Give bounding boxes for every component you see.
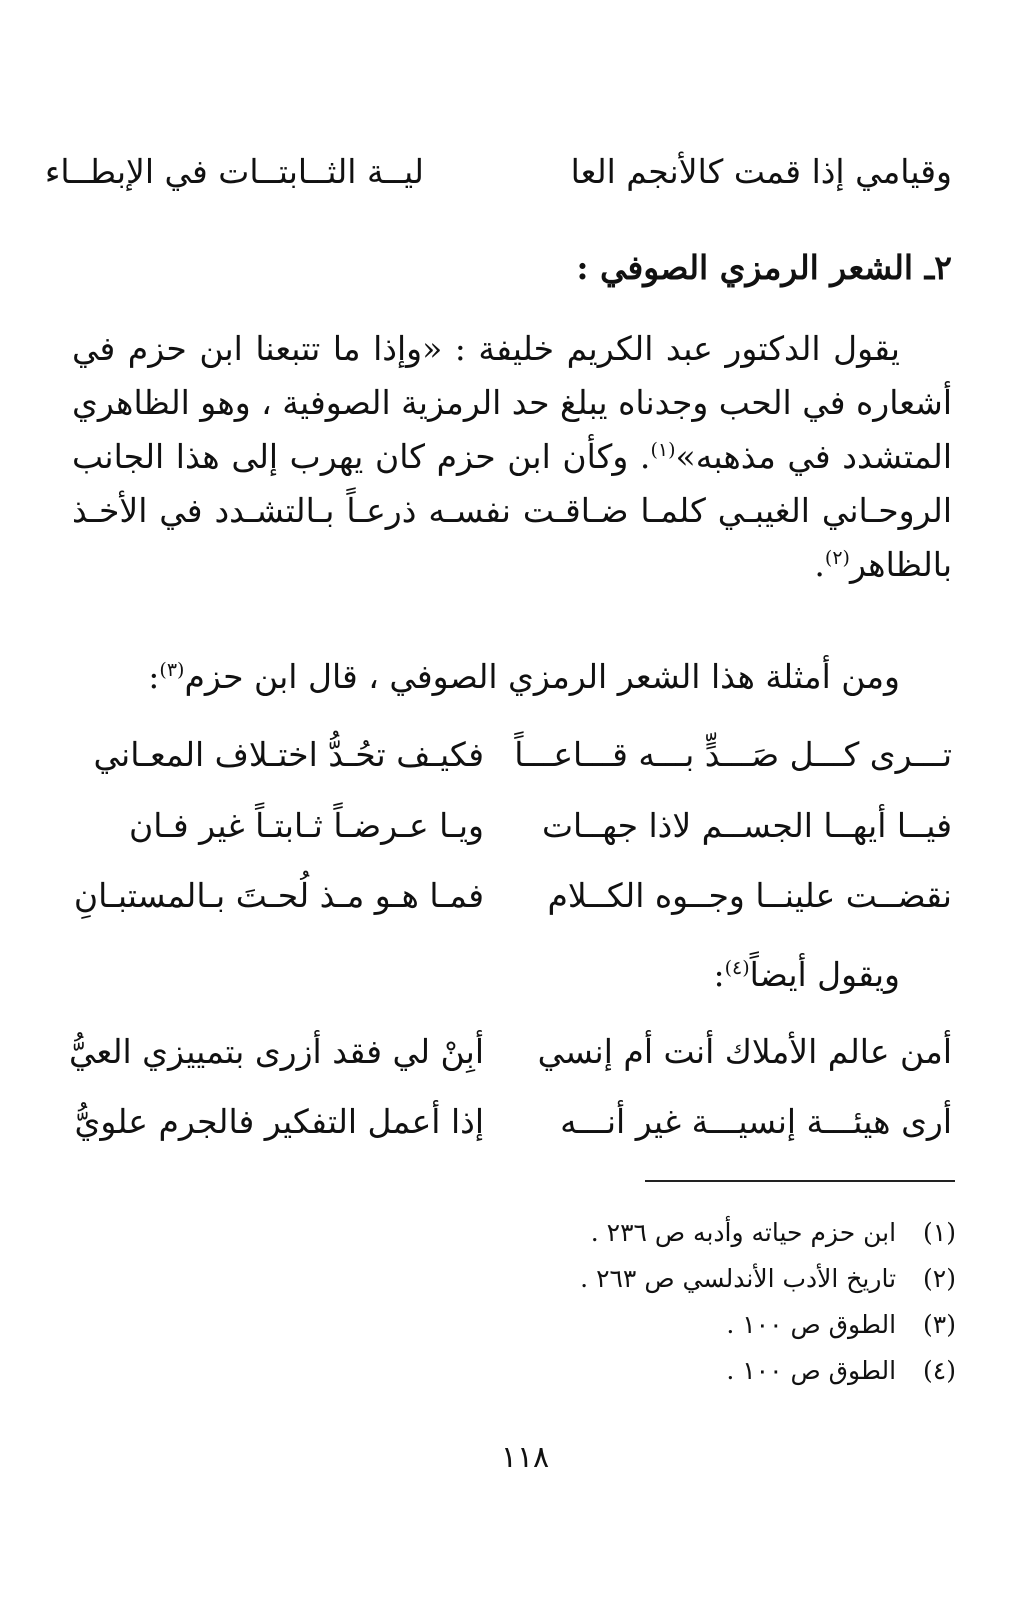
footnote-2: [580, 1256, 956, 1302]
footnote-1: [580, 1210, 956, 1256]
verse-2-left-hemistich: ويـا عـرضـاً ثـابتـاً غير فـان: [128, 806, 484, 845]
footnote-text: الطوق ص ١٠٠ .: [726, 1310, 897, 1339]
verse-5-left-hemistich: إذا أعمل التفكير فالجرم علويُّ: [74, 1102, 484, 1141]
paragraph-examples-text: ومن أمثلة هذا الشعر الرمزي الصوفي ، قال ابن حزم: [184, 657, 900, 696]
paragraph-also-says-colon: :: [713, 955, 725, 994]
paragraph-intro-text-3: .: [814, 545, 825, 584]
footnote-text: تاريخ الأدب الأندلسي ص ٢٦٣ .: [580, 1264, 897, 1293]
verse-1-left-hemistich: فكيـف تحُـدُّ اختـلاف المعـاني: [93, 735, 484, 774]
footnote-4: [580, 1348, 956, 1394]
footnote-number: (١): [923, 1218, 956, 1247]
verse-4-right-hemistich: أمن عالم الأملاك أنت أم إنسي: [537, 1032, 952, 1071]
paragraph-examples-colon: :: [148, 657, 160, 696]
verse-5-right-hemistich: أرى هيئـــة إنسيـــة غير أنـــه: [560, 1102, 952, 1141]
verse-1-right-hemistich: تـــرى كـــل صَـــدٍّ بـــه قـــاعـــاً: [514, 735, 952, 774]
footnote-ref-4: (٤): [724, 957, 750, 979]
footnotes: [580, 1210, 956, 1394]
paragraph-intro-text-2: . وكأن ابن حزم كان يهرب إلى هذا الجانب الروحـاني الغيبـي كلمـا ضـاقـت نفسـه ذرعـاً بـالتشـدد في الأخـذ بالظاهر: [72, 437, 952, 584]
section-heading: ٢ـ الشعر الرمزي الصوفي :: [576, 248, 952, 287]
verse-4-left-hemistich: أبِنْ لي فقد أزرى بتمييزي العيُّ: [69, 1032, 484, 1071]
footnote-ref-2: (٢): [824, 547, 850, 569]
footnote-number: (٣): [923, 1310, 956, 1339]
footnote-text: ابن حزم حياته وأدبه ص ٢٣٦ .: [590, 1218, 897, 1247]
footnote-separator: [645, 1180, 955, 1182]
verse-top-left-hemistich: ليــة الثــابتــات في الإبطــاء: [44, 152, 424, 191]
page-number: ١١٨: [500, 1440, 550, 1475]
paragraph-also-says: [713, 950, 900, 1000]
verse-2-right-hemistich: فيــا أيهــا الجســم لاذا جهــات: [541, 806, 952, 845]
footnote-text: الطوق ص ١٠٠ .: [726, 1356, 897, 1385]
footnote-number: (٢): [923, 1264, 956, 1293]
footnote-ref-3: (٣): [159, 659, 185, 681]
paragraph-also-says-text: ويقول أيضاً: [749, 955, 900, 994]
paragraph-examples-intro: [148, 652, 900, 702]
verse-3-left-hemistich: فمـا هـو مـذ لُحـتَ بـالمستبـانِ: [73, 876, 484, 915]
footnote-3: [580, 1302, 956, 1348]
paragraph-intro-text-1: يقول الدكتور عبد الكريم خليفة : «وإذا ما تتبعنا ابن حزم في أشعاره في الحب وجدناه يبلغ حد الرمزية الصوفية ، وهو الظاهري المتشدد في مذهبه»: [72, 329, 952, 476]
paragraph-intro: [72, 322, 952, 592]
footnote-ref-1: (١): [650, 439, 676, 461]
footnote-number: (٤): [923, 1356, 956, 1385]
verse-3-right-hemistich: نقضــت علينــا وجــوه الكــلام: [547, 876, 952, 915]
verse-top-right-hemistich: وقيامي إذا قمت كالأنجم العا: [570, 152, 952, 191]
